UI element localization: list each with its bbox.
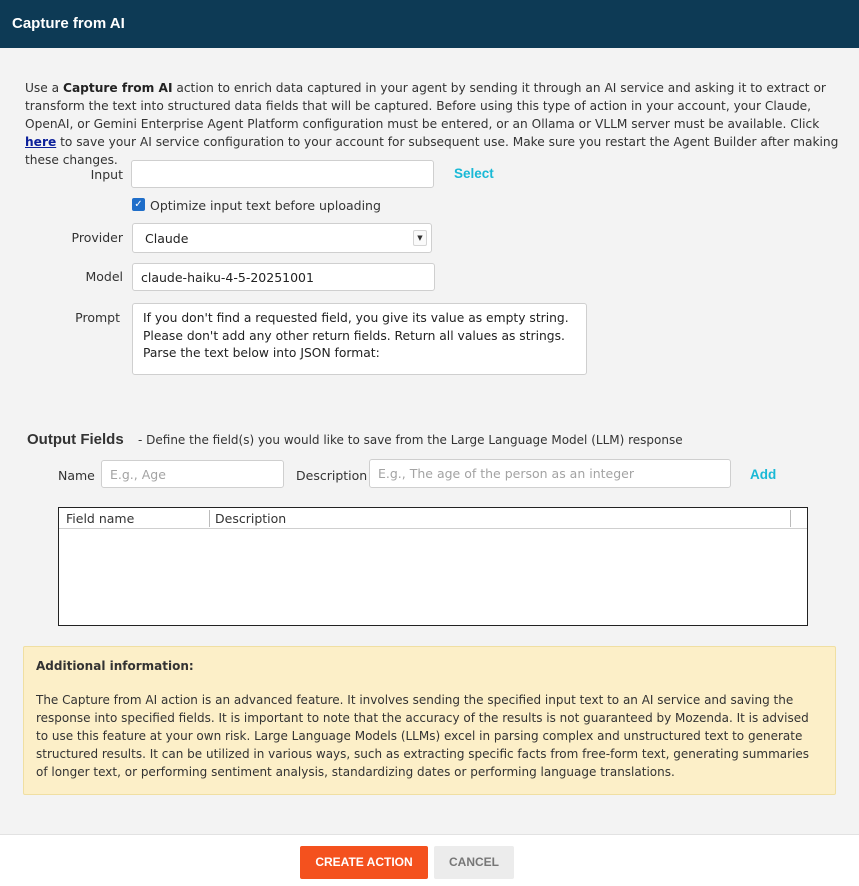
create-action-button[interactable]: CREATE ACTION xyxy=(300,846,428,879)
table-header xyxy=(59,508,807,529)
provider-value: Claude xyxy=(145,231,189,246)
provider-select[interactable] xyxy=(132,223,432,253)
prompt-textarea[interactable] xyxy=(132,303,587,375)
output-fields-title: Output Fields xyxy=(27,431,124,448)
dropdown-arrow-icon[interactable]: ▼ xyxy=(413,230,427,246)
model-label: Model xyxy=(85,269,123,284)
description-label: Description xyxy=(296,468,368,483)
add-button[interactable]: Add xyxy=(750,467,777,482)
dialog-title: Capture from AI xyxy=(0,0,859,48)
name-input[interactable] xyxy=(101,460,284,488)
additional-info-box xyxy=(23,646,836,795)
cancel-button[interactable]: CANCEL xyxy=(434,846,514,879)
input-field[interactable] xyxy=(131,160,434,188)
model-field[interactable] xyxy=(132,263,435,291)
optimize-label: Optimize input text before uploading xyxy=(150,198,381,213)
intro-text xyxy=(25,79,840,169)
intro-part1: Use a xyxy=(25,81,63,95)
optimize-checkbox[interactable] xyxy=(132,198,145,211)
intro-part3: to save your AI service configuration to your account for subsequent use. Make sure you restart the Agent Builder after making these changes. xyxy=(25,135,839,167)
column-field-name[interactable]: Field name xyxy=(66,511,135,526)
info-title: Additional information: xyxy=(36,659,194,673)
prompt-label: Prompt xyxy=(75,310,120,325)
column-description[interactable]: Description xyxy=(215,511,287,526)
column-divider xyxy=(209,510,210,527)
here-link[interactable]: here xyxy=(25,135,57,149)
input-label: Input xyxy=(90,167,123,182)
dialog-footer xyxy=(0,834,859,886)
output-fields-subtitle: - Define the field(s) you would like to save from the Large Language Model (LLM) response xyxy=(138,433,683,447)
select-button[interactable]: Select xyxy=(454,166,494,181)
info-text: The Capture from AI action is an advanced feature. It involves sending the specified input text to an AI service and saving the response into specified fields. It is important to note that the accuracy of the results is not guaranteed by Mozenda. It is advised to use this feature at your own risk. Large Language Models (LLMs) excel in parsing complex and unstructured text to generate structured results. It can be utilized in various ways, such as extracting specific facts from free-form text, generating summaries of longer text, or performing sentiment analysis, standardizing dates or performing language translations. xyxy=(36,693,810,779)
description-input[interactable] xyxy=(369,459,731,488)
column-divider xyxy=(790,510,791,527)
output-fields-table xyxy=(58,507,808,626)
provider-label: Provider xyxy=(71,230,123,245)
intro-bold: Capture from AI xyxy=(63,81,173,95)
name-label: Name xyxy=(58,468,95,483)
intro-part2: action to enrich data captured in your agent by sending it through an AI service and asking it to extract or transform the text into structured data fields that will be captured. Before using this type of action in your account, your Claude, OpenAI, or Gemini Enterprise Agent Platform configuration must be entered, or an Ollama or VLLM server must be available. Click xyxy=(25,81,826,131)
check-icon: ✓ xyxy=(134,199,143,210)
